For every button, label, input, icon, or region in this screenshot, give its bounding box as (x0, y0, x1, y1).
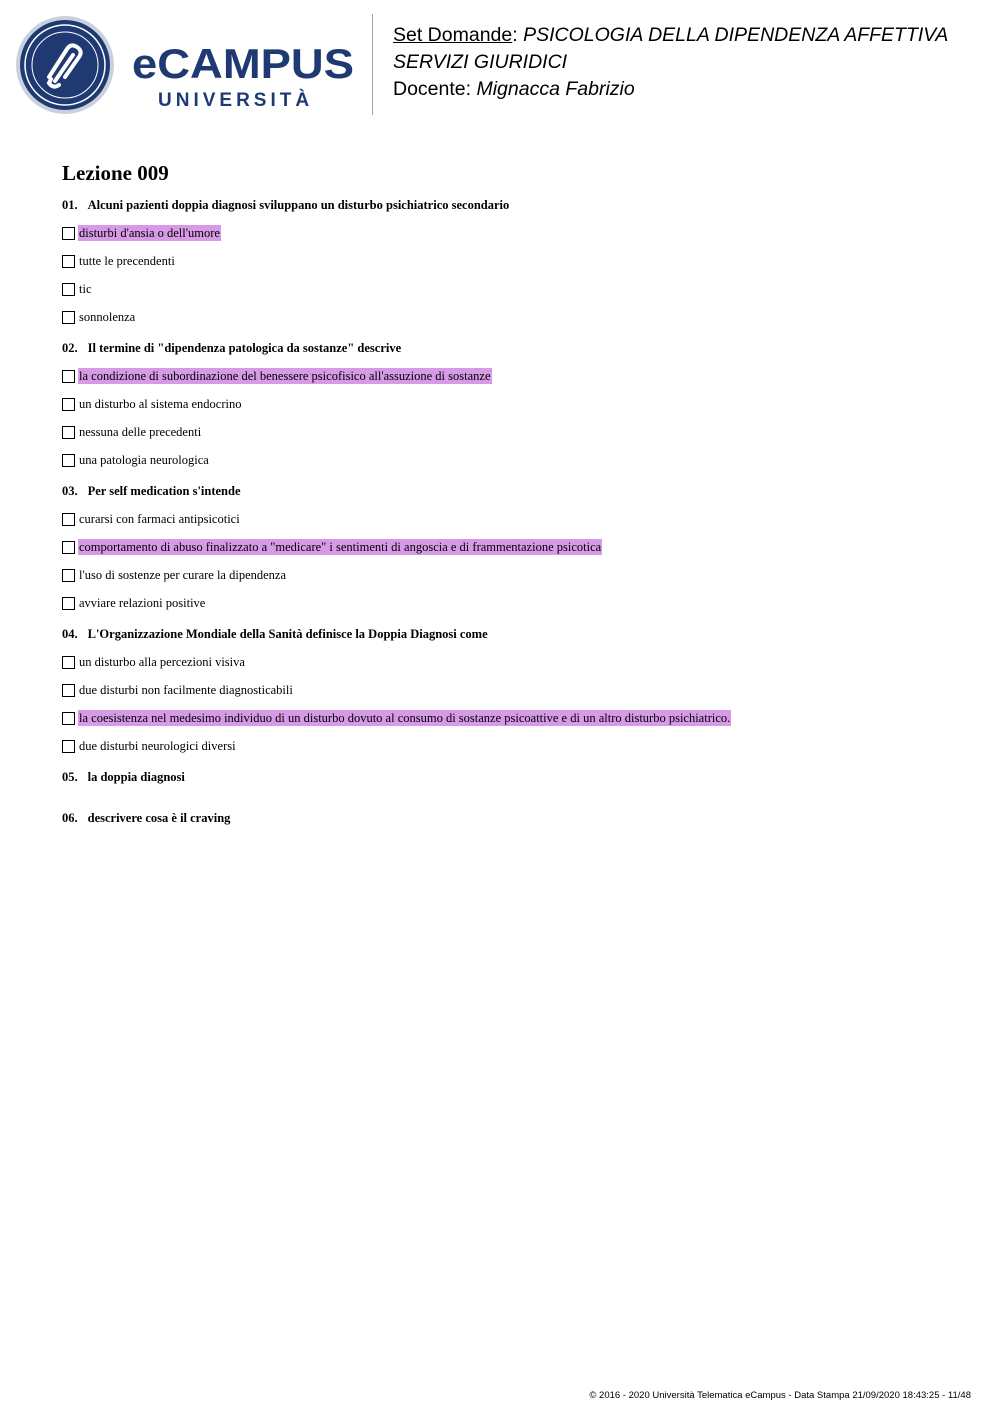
answer-label-highlighted: la condizione di subordinazione del benessere psicofisico all'assuzione di sostanze (79, 369, 491, 383)
question-5 (62, 769, 942, 785)
page-header (0, 0, 1000, 130)
docente-line (393, 76, 948, 103)
question-text (62, 810, 942, 826)
question-label: la doppia diagnosi (87, 770, 185, 784)
answer-option[interactable] (62, 368, 942, 384)
answer-checkbox[interactable] (62, 597, 75, 610)
answer-label: avviare relazioni positive (79, 596, 206, 610)
question-text (62, 483, 942, 499)
ecampus-seal-logo-icon (15, 15, 115, 115)
question-text (62, 197, 942, 213)
answer-option[interactable] (62, 225, 942, 241)
question-number: 06. (62, 811, 78, 825)
question-label: Per self medication s'intende (87, 484, 241, 498)
answer-checkbox[interactable] (62, 513, 75, 526)
answer-option[interactable] (62, 710, 942, 726)
lesson-title: Lezione 009 (62, 161, 169, 185)
answer-checkbox[interactable] (62, 684, 75, 697)
answer-checkbox[interactable] (62, 255, 75, 268)
answer-label: un disturbo alla percezioni visiva (79, 655, 245, 669)
answer-checkbox[interactable] (62, 740, 75, 753)
answer-checkbox[interactable] (62, 227, 75, 240)
answer-checkbox[interactable] (62, 656, 75, 669)
answer-checkbox[interactable] (62, 569, 75, 582)
question-label: Il termine di "dipendenza patologica da sostanze" descrive (87, 341, 402, 355)
set-line: Set Domande: PSICOLOGIA DELLA DIPENDENZA AFFETTIVA (393, 24, 949, 46)
question-label: descrivere cosa è il craving (87, 811, 231, 825)
header-divider (372, 14, 373, 115)
answer-checkbox[interactable] (62, 712, 75, 725)
answer-label: due disturbi non facilmente diagnosticabili (79, 683, 293, 697)
answer-label: tutte le precendenti (79, 254, 175, 268)
answer-option[interactable] (62, 567, 942, 583)
answer-label: due disturbi neurologici diversi (79, 739, 236, 753)
page-footer: © 2016 - 2020 Università Telematica eCampus - Data Stampa 21/09/2020 18:43:25 - 11/48 (589, 1390, 971, 1401)
question-label: L'Organizzazione Mondiale della Sanità definisce la Doppia Diagnosi come (87, 627, 488, 641)
question-list (62, 197, 942, 851)
answer-checkbox[interactable] (62, 283, 75, 296)
question-4 (62, 626, 942, 754)
question-number: 04. (62, 627, 78, 641)
docente-value: Mignacca Fabrizio (476, 78, 635, 100)
set-value: PSICOLOGIA DELLA DIPENDENZA AFFETTIVA (523, 24, 949, 46)
answer-label-highlighted: disturbi d'ansia o dell'umore (79, 226, 220, 240)
question-number: 02. (62, 341, 78, 355)
answer-option[interactable] (62, 511, 942, 527)
question-1 (62, 197, 942, 325)
answer-label-highlighted: la coesistenza nel medesimo individuo di un disturbo dovuto al consumo di sostanze psicoattive e di un altro disturbo psichiatrico. (79, 711, 731, 725)
docente-label: Docente: (393, 78, 472, 100)
answer-checkbox[interactable] (62, 311, 75, 324)
answer-option[interactable] (62, 253, 942, 269)
answer-option[interactable] (62, 682, 942, 698)
answer-option[interactable] (62, 424, 942, 440)
answer-option[interactable] (62, 452, 942, 468)
answer-option[interactable] (62, 539, 942, 555)
answer-option[interactable] (62, 281, 942, 297)
question-2 (62, 340, 942, 468)
set-label: Set Domande (393, 24, 513, 46)
answer-option[interactable] (62, 309, 942, 325)
answer-label: curarsi con farmaci antipsicotici (79, 512, 240, 526)
question-label: Alcuni pazienti doppia diagnosi sviluppano un disturbo psichiatrico secondario (87, 198, 510, 212)
answer-checkbox[interactable] (62, 370, 75, 383)
answer-checkbox[interactable] (62, 454, 75, 467)
question-6 (62, 810, 942, 826)
answer-label: l'uso di sostenze per curare la dipendenza (79, 568, 287, 582)
question-number: 03. (62, 484, 78, 498)
answer-label-highlighted: comportamento di abuso finalizzato a "medicare" i sentimenti di angoscia e di frammentazione psicotica (79, 540, 602, 554)
answer-checkbox[interactable] (62, 398, 75, 411)
answer-checkbox[interactable] (62, 541, 75, 554)
answer-label: sonnolenza (79, 310, 136, 324)
course-info (393, 22, 948, 103)
question-text (62, 626, 942, 642)
answer-option[interactable] (62, 738, 942, 754)
logo-text: eCAMPUS (132, 42, 354, 87)
ecampus-wordmark-logo (132, 42, 357, 112)
answer-checkbox[interactable] (62, 426, 75, 439)
answer-label: un disturbo al sistema endocrino (79, 397, 242, 411)
answer-option[interactable] (62, 595, 942, 611)
question-text (62, 769, 942, 785)
question-text (62, 340, 942, 356)
answer-label: nessuna delle precedenti (79, 425, 202, 439)
answer-label: una patologia neurologica (79, 453, 209, 467)
question-number: 01. (62, 198, 78, 212)
set-value-line2: SERVIZI GIURIDICI (393, 51, 568, 73)
logo-subtext: UNIVERSITÀ (158, 90, 314, 111)
answer-option[interactable] (62, 396, 942, 412)
question-number: 05. (62, 770, 78, 784)
answer-label: tic (79, 282, 92, 296)
question-3 (62, 483, 942, 611)
answer-option[interactable] (62, 654, 942, 670)
